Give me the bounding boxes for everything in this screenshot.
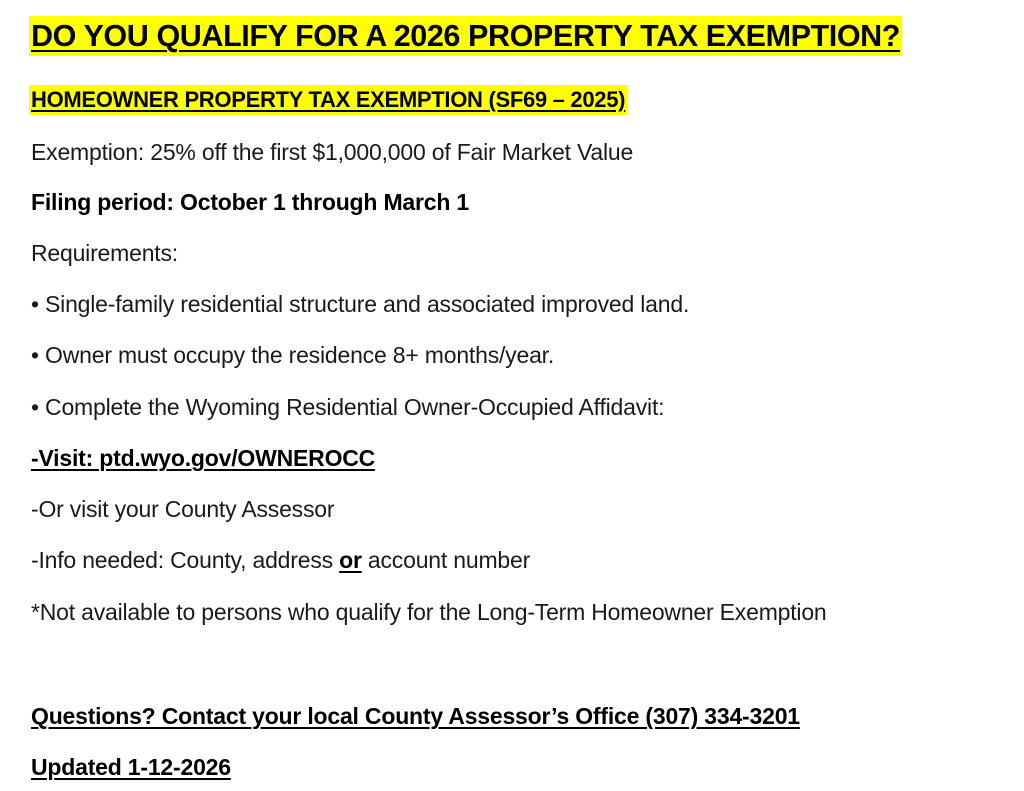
or-emphasis: or — [339, 547, 362, 573]
contact-info: Questions? Contact your local County Assessor’s Office (307) 334-3201 — [31, 703, 800, 729]
info-needed-prefix: -Info needed: County, address — [31, 547, 340, 573]
updated-date: Updated 1-12-2026 — [31, 754, 231, 780]
assessor-option-text: -Or visit your County Assessor — [31, 496, 335, 522]
info-needed-text — [31, 546, 530, 574]
filing-period-text: Filing period: October 1 through March 1 — [31, 189, 469, 215]
requirement-item: • Owner must occupy the residence 8+ months/year. — [31, 342, 555, 368]
page-title: DO YOU QUALIFY FOR A 2026 PROPERTY TAX EXEMPTION? — [29, 16, 902, 56]
requirements-label: Requirements: — [31, 240, 178, 266]
info-needed-suffix: account number — [361, 547, 531, 573]
visit-website-link[interactable]: -Visit: ptd.wyo.gov/OWNEROCC — [31, 445, 376, 471]
requirement-item: • Single-family residential structure and associated improved land. — [31, 291, 690, 317]
exemption-text: Exemption: 25% off the first $1,000,000 of Fair Market Value — [31, 139, 634, 165]
requirement-item: • Complete the Wyoming Residential Owner-Occupied Affidavit: — [31, 394, 665, 420]
section-heading: HOMEOWNER PROPERTY TAX EXEMPTION (SF69 – 2025) — [29, 85, 627, 115]
eligibility-note: *Not available to persons who qualify for the Long-Term Homeowner Exemption — [31, 599, 827, 625]
